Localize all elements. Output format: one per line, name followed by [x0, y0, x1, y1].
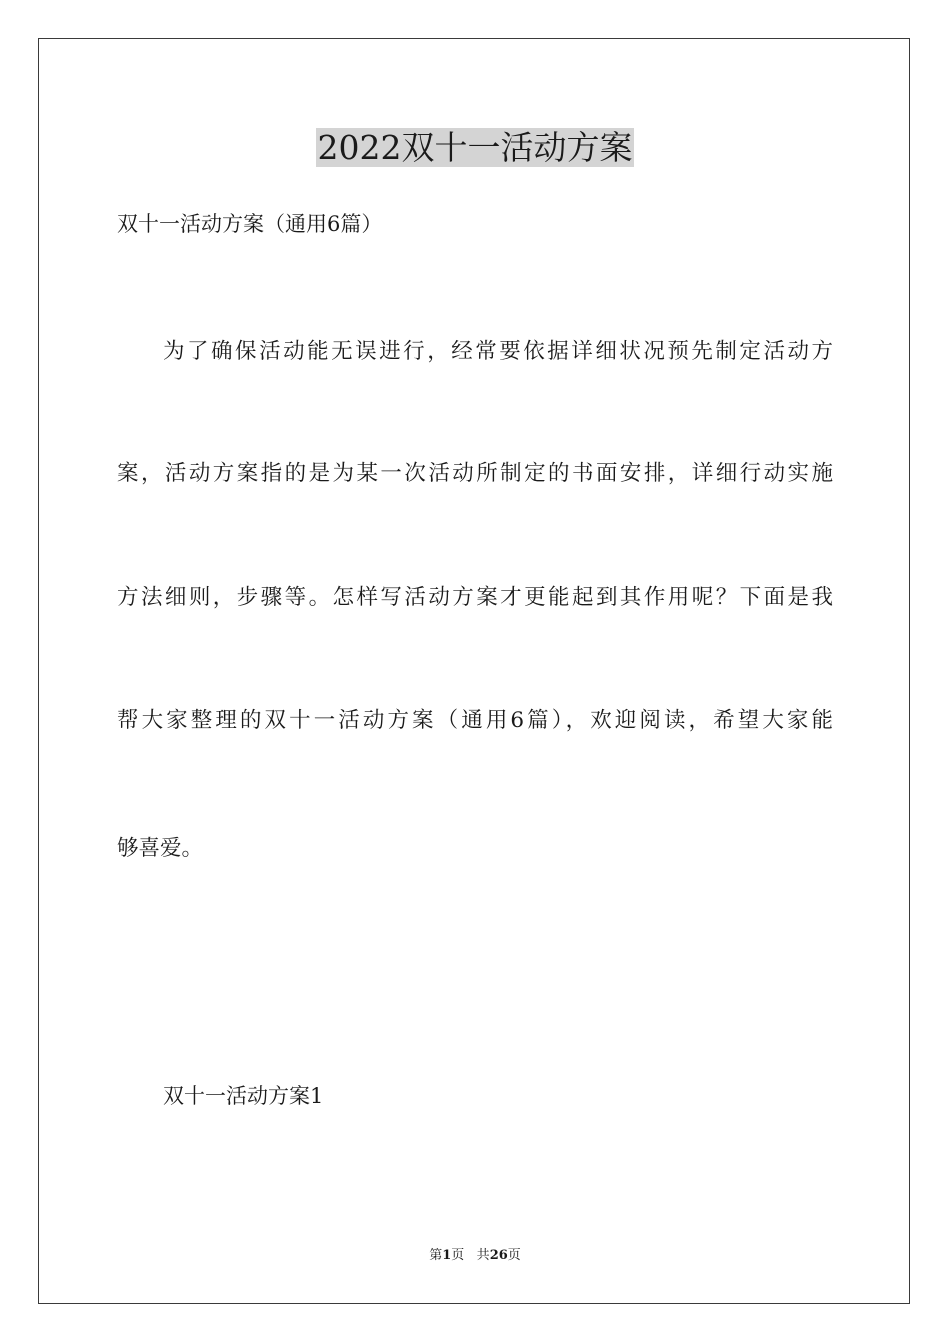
page-footer — [0, 1247, 950, 1265]
intro-line-3: 方法细则，步骤等。怎样写活动方案才更能起到其作用呢？下面是我 — [117, 585, 833, 610]
intro-line-4: 帮大家整理的双十一活动方案（通用6篇），欢迎阅读，希望大家能 — [117, 708, 833, 733]
document-title-text: 2022双十一活动方案 — [317, 128, 633, 167]
footer-page-number: 1 — [442, 1248, 452, 1263]
footer-page-prefix: 第 — [429, 1248, 443, 1263]
document-subtitle: 双十一活动方案（通用6篇） — [117, 212, 383, 236]
footer-page-suffix: 页 — [451, 1248, 465, 1263]
footer-total-prefix: 共 — [476, 1248, 490, 1263]
intro-line-1: 为了确保活动能无误进行，经常要依据详细状况预先制定活动方 — [163, 339, 833, 364]
document-title — [0, 126, 950, 170]
intro-line-2: 案，活动方案指的是为某一次活动所制定的书面安排，详细行动实施 — [117, 461, 833, 486]
footer-total-suffix: 页 — [507, 1248, 521, 1263]
intro-line-5: 够喜爱。 — [117, 836, 204, 861]
footer-total-pages: 26 — [489, 1248, 508, 1263]
section-heading: 双十一活动方案1 — [163, 1084, 324, 1108]
